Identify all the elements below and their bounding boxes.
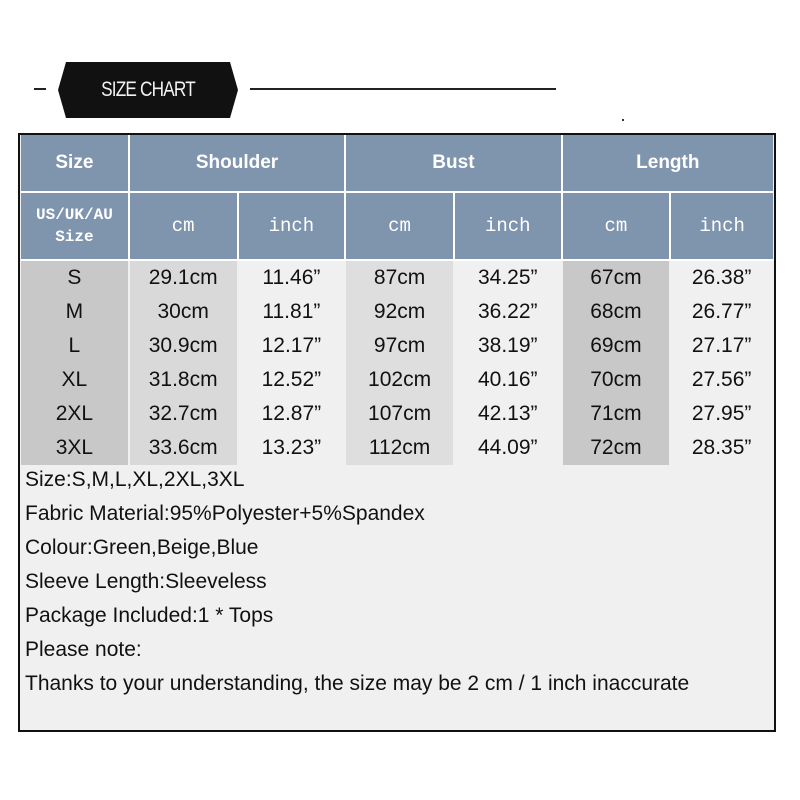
header-unit-cm: cm bbox=[562, 192, 671, 260]
header-unit-cm: cm bbox=[129, 192, 238, 260]
cell-shoulder-cm: 32.7cm bbox=[129, 397, 238, 431]
cell-length-cm: 68cm bbox=[562, 295, 671, 329]
size-table bbox=[21, 135, 774, 465]
cell-bust-cm: 87cm bbox=[345, 260, 454, 295]
cell-shoulder-inch: 13.23” bbox=[238, 431, 346, 465]
cell-bust-inch: 40.16” bbox=[454, 363, 562, 397]
cell-bust-cm: 92cm bbox=[345, 295, 454, 329]
banner-dash bbox=[34, 88, 46, 90]
header-unit-cm: cm bbox=[345, 192, 454, 260]
cell-shoulder-inch: 11.81” bbox=[238, 295, 346, 329]
size-word-label: Size bbox=[55, 228, 94, 246]
table-row bbox=[21, 295, 773, 329]
cell-bust-inch: 42.13” bbox=[454, 397, 562, 431]
table-row bbox=[21, 363, 773, 397]
cell-length-inch: 27.56” bbox=[670, 363, 773, 397]
cell-length-cm: 72cm bbox=[562, 431, 671, 465]
table-row bbox=[21, 329, 773, 363]
cell-shoulder-inch: 11.46” bbox=[238, 260, 346, 295]
header-length: Length bbox=[562, 135, 773, 192]
cell-length-inch: 27.95” bbox=[670, 397, 773, 431]
cell-size: L bbox=[21, 329, 129, 363]
header-unit-inch: inch bbox=[454, 192, 562, 260]
header-unit-inch: inch bbox=[670, 192, 773, 260]
header-shoulder: Shoulder bbox=[129, 135, 345, 192]
info-sizes: Size:S,M,L,XL,2XL,3XL bbox=[25, 468, 245, 491]
cell-length-inch: 26.77” bbox=[670, 295, 773, 329]
table-group-header-row bbox=[21, 135, 773, 192]
table-row bbox=[21, 431, 773, 465]
cell-bust-inch: 36.22” bbox=[454, 295, 562, 329]
table-row bbox=[21, 260, 773, 295]
cell-shoulder-cm: 30cm bbox=[129, 295, 238, 329]
cell-shoulder-cm: 29.1cm bbox=[129, 260, 238, 295]
cell-length-inch: 27.17” bbox=[670, 329, 773, 363]
size-chart-title: SIZE CHART bbox=[101, 78, 195, 101]
info-note-text: Thanks to your understanding, the size may be 2 cm / 1 inch inaccurate bbox=[25, 672, 690, 695]
cell-bust-inch: 38.19” bbox=[454, 329, 562, 363]
cell-shoulder-inch: 12.17” bbox=[238, 329, 346, 363]
cell-bust-cm: 102cm bbox=[345, 363, 454, 397]
info-sleeve: Sleeve Length:Sleeveless bbox=[25, 570, 267, 593]
banner-rule bbox=[250, 88, 556, 90]
table-row bbox=[21, 397, 773, 431]
info-fabric: Fabric Material:95%Polyester+5%Spandex bbox=[25, 502, 425, 525]
header-unit-inch: inch bbox=[238, 192, 346, 260]
size-chart-panel bbox=[18, 133, 776, 732]
cell-bust-cm: 97cm bbox=[345, 329, 454, 363]
cell-shoulder-inch: 12.52” bbox=[238, 363, 346, 397]
product-info bbox=[25, 465, 770, 703]
table-unit-header-row bbox=[21, 192, 773, 260]
cell-shoulder-cm: 33.6cm bbox=[129, 431, 238, 465]
cell-bust-inch: 34.25” bbox=[454, 260, 562, 295]
cell-size: S bbox=[21, 260, 129, 295]
cell-bust-cm: 112cm bbox=[345, 431, 454, 465]
cell-shoulder-inch: 12.87” bbox=[238, 397, 346, 431]
cell-length-inch: 28.35” bbox=[670, 431, 773, 465]
size-region-label: US/UK/AU bbox=[35, 206, 113, 224]
cell-size: XL bbox=[21, 363, 129, 397]
cell-length-cm: 67cm bbox=[562, 260, 671, 295]
cell-size: 2XL bbox=[21, 397, 129, 431]
cell-length-inch: 26.38” bbox=[670, 260, 773, 295]
header-bust: Bust bbox=[345, 135, 561, 192]
cell-length-cm: 69cm bbox=[562, 329, 671, 363]
cell-bust-inch: 44.09” bbox=[454, 431, 562, 465]
cell-shoulder-cm: 31.8cm bbox=[129, 363, 238, 397]
cell-size: M bbox=[21, 295, 129, 329]
info-package: Package Included:1 * Tops bbox=[25, 604, 274, 627]
info-note-heading: Please note: bbox=[25, 638, 142, 661]
info-colour: Colour:Green,Beige,Blue bbox=[25, 536, 259, 559]
cell-length-cm: 71cm bbox=[562, 397, 671, 431]
cell-shoulder-cm: 30.9cm bbox=[129, 329, 238, 363]
header-size-region bbox=[21, 192, 129, 260]
cell-size: 3XL bbox=[21, 431, 129, 465]
stray-dot bbox=[622, 119, 624, 121]
cell-length-cm: 70cm bbox=[562, 363, 671, 397]
header-size: Size bbox=[21, 135, 129, 192]
cell-bust-cm: 107cm bbox=[345, 397, 454, 431]
